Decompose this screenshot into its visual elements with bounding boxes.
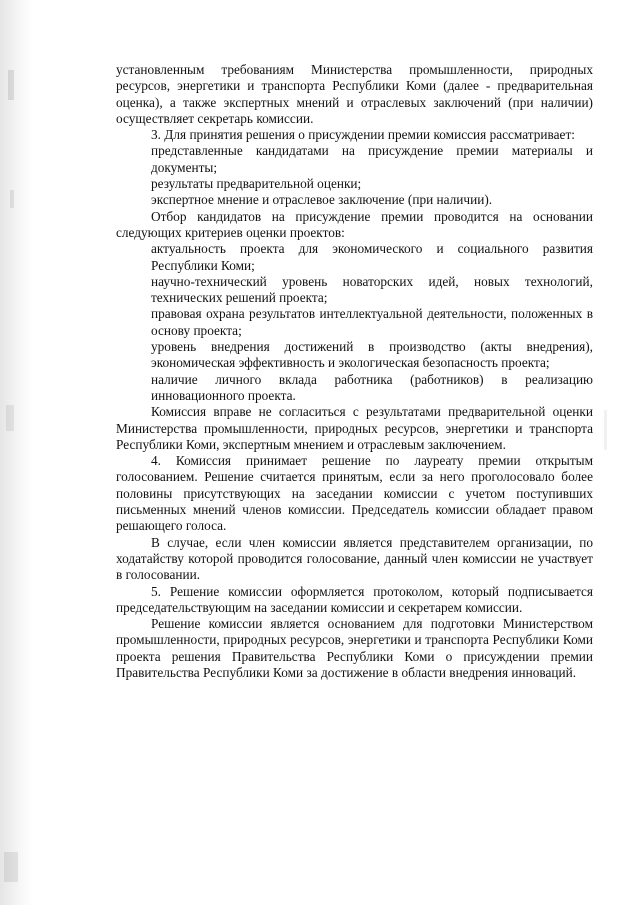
- list-item: уровень внедрения достижений в производство (акты внедрения), экономическая эффективность и экологическая безопасность проекта;: [151, 339, 593, 371]
- scan-speck: [6, 405, 14, 431]
- paragraph-item-5: 5. Решение комиссии оформляется протоколом, который подписывается председательствующим на заседании комиссии и секретарем комиссии.: [116, 583, 593, 615]
- paragraph-criteria-intro: Отбор кандидатов на присуждение премии проводится на основании следующих критериев оценки проектов:: [116, 208, 593, 240]
- paragraph-item-3: 3. Для принятия решения о присуждении премии комиссия рассматривает:: [151, 127, 575, 143]
- list-item: экспертное мнение и отраслевое заключение (при наличии).: [151, 192, 493, 208]
- scan-speck: [4, 852, 18, 882]
- paragraph-decision-basis: Решение комиссии является основанием для подготовки Министерством промышленности, природных ресурсов, энергетики и транспорта Республики Коми проекта решения Правительства Республики Коми о присуждении премии Правительства Республики Коми за достижение в области внедрения инноваций.: [116, 616, 593, 680]
- paragraph-conflict-of-interest: В случае, если член комиссии является представителем организации, по ходатайству которой проводится голосование, данный член комиссии не участвует в голосовании.: [116, 534, 593, 583]
- document-body: [116, 62, 593, 681]
- list-item: результаты предварительной оценки;: [151, 176, 362, 192]
- scan-speck: [10, 190, 14, 208]
- paragraph-item-4: 4. Комиссия принимает решение по лауреату премии открытым голосованием. Решение считается принятым, если за него проголосовало более половины присутствующих на заседании комиссии с учетом поступивших письменных мнений членов комиссии. Председатель комиссии обладает правом решающего голоса.: [116, 453, 593, 534]
- paragraph-commission-disagree: Комиссия вправе не согласиться с результатами предварительной оценки Министерства промышленности, природных ресурсов, энергетики и транспорта Республики Коми, экспертным мнением и отраслевым заключением.: [116, 404, 593, 452]
- list-item: наличие личного вклада работника (работников) в реализацию инновационного проекта.: [151, 371, 593, 403]
- scan-speck: [8, 70, 14, 100]
- list-item: научно-технический уровень новаторских идей, новых технологий, технических решений проекта;: [151, 273, 593, 306]
- list-item: актуальность проекта для экономического и социального развития Республики Коми;: [151, 241, 593, 273]
- scan-left-edge-shadow: [0, 0, 34, 905]
- list-item: представленные кандидатами на присуждение премии материалы и документы;: [151, 143, 593, 175]
- list-item: правовая охрана результатов интеллектуальной деятельности, положенных в основу проекта;: [151, 306, 593, 338]
- paragraph-continuation: установленным требованиям Министерства промышленности, природных ресурсов, энергетики и транспорта Республики Коми (далее - предварительная оценка), а также экспертных мнений и отраслевых заключений (при наличии) осуществляет секретарь комиссии.: [116, 62, 593, 126]
- scan-speck: [604, 410, 607, 450]
